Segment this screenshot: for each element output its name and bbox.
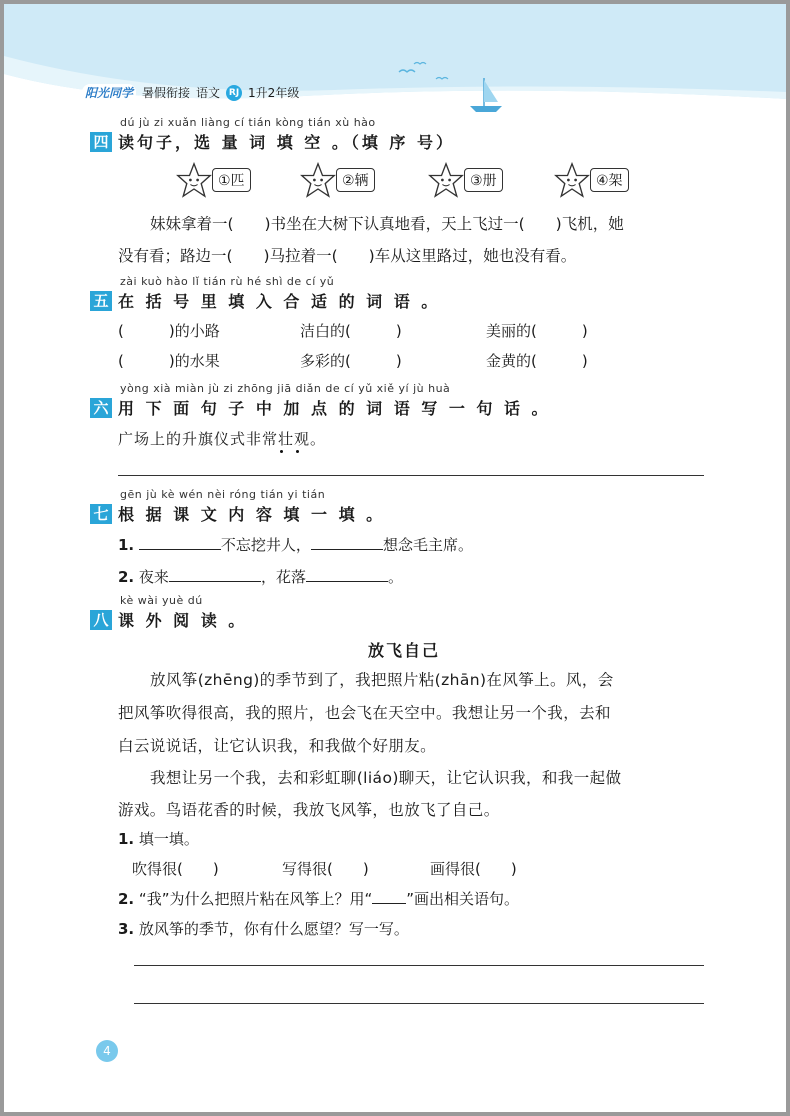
- s4-title: 读句子，选 量 词 填 空 。（填 序 号）: [118, 133, 455, 152]
- s6-sentence: 广场上的升旗仪式非常壮观。: [118, 430, 327, 448]
- s6-number: 六: [90, 398, 112, 418]
- s4-line-2: 没有看；路边一( )马拉着一( )车从这里路过，她也没有看。: [118, 247, 577, 265]
- q-text: ”画出相关语句。: [406, 890, 520, 908]
- q-text: “我”为什么把照片粘在风筝上？用“: [138, 890, 373, 908]
- s5-heading: [90, 289, 440, 312]
- option-box: ①匹: [212, 168, 251, 192]
- workbook-page: [4, 4, 786, 1112]
- story-p1-line-3: 白云说说话，让它认识我，和我做个好朋友。: [118, 737, 437, 755]
- s8-question-1: [118, 828, 199, 849]
- star-face-icon: [428, 162, 464, 198]
- underline-sample: [372, 889, 406, 904]
- q-text: 填一填。: [138, 830, 199, 848]
- s7-heading: [90, 502, 385, 525]
- s7-title: 根 据 课 文 内 容 填 一 填 。: [118, 505, 386, 524]
- q-text: 夜来: [138, 568, 169, 586]
- s8-question-2: [118, 888, 519, 909]
- emphasis-dot: [280, 450, 283, 453]
- s7-pinyin: gēn jù kè wén nèi róng tián yi tián: [120, 488, 326, 501]
- grade: 1升2年级: [248, 86, 300, 100]
- fill-item: 写得很( ): [282, 860, 369, 878]
- option-2: [300, 162, 375, 198]
- q-number: 2.: [118, 890, 135, 908]
- s8-number: 八: [90, 610, 112, 630]
- subject: 语文: [196, 86, 221, 100]
- q-text: 不忘挖井人，: [220, 536, 311, 554]
- s6-title: 用 下 面 句 子 中 加 点 的 词 语 写 一 句 话 。: [118, 399, 551, 418]
- fill-blank[interactable]: [306, 567, 388, 582]
- answer-line: [134, 965, 704, 966]
- s5-pinyin: zài kuò hào lǐ tián rù hé shì de cí yǔ: [120, 275, 335, 288]
- s4-pinyin: dú jù zi xuǎn liàng cí tián kòng tián xù hào: [120, 116, 376, 129]
- option-box: ③册: [464, 168, 503, 192]
- star-face-icon: [176, 162, 212, 198]
- word-blank: 洁白的( ): [300, 322, 402, 340]
- brand-logo: 阳光同学: [82, 84, 136, 101]
- s4-line-1: 妹妹拿着一( )书坐在大树下认真地看，天上飞过一( )飞机，她: [150, 215, 624, 233]
- answer-line: [118, 475, 704, 476]
- s4-number: 四: [90, 132, 112, 152]
- star-face-icon: [300, 162, 336, 198]
- fill-blank[interactable]: [311, 535, 383, 550]
- word-blank: 多彩的( ): [300, 352, 402, 370]
- story-p1-line-2: 把风筝吹得很高，我的照片，也会飞在天空中。我想让另一个我，去和: [118, 704, 611, 722]
- word-blank: ( )的水果: [118, 352, 220, 370]
- q-text: 。: [387, 568, 403, 586]
- q-number: 2.: [118, 568, 135, 586]
- q-number: 3.: [118, 920, 135, 938]
- option-box: ④架: [590, 168, 629, 192]
- word-blank: ( )的小路: [118, 322, 220, 340]
- option-1: [176, 162, 251, 198]
- s4-heading: [90, 130, 455, 153]
- s6-heading: [90, 396, 551, 419]
- star-face-icon: [554, 162, 590, 198]
- word-blank: 美丽的( ): [486, 322, 588, 340]
- s5-title: 在 括 号 里 填 入 合 适 的 词 语 。: [118, 292, 441, 311]
- edition-badge: RJ: [226, 85, 242, 101]
- s7-question-1: [118, 534, 473, 555]
- fill-item: 画得很( ): [430, 860, 517, 878]
- q-text: 放风筝的季节，你有什么愿望？写一写。: [138, 920, 409, 938]
- fill-blank[interactable]: [169, 567, 261, 582]
- q-number: 1.: [118, 830, 135, 848]
- story-p1-line-1: 放风筝(zhēng)的季节到了，我把照片粘(zhān)在风筝上。风，会: [150, 671, 614, 689]
- q-number: 1.: [118, 536, 135, 554]
- s5-number: 五: [90, 291, 112, 311]
- q-text: ，花落: [260, 568, 306, 586]
- s8-title: 课 外 阅 读 。: [118, 611, 248, 630]
- s7-number: 七: [90, 504, 112, 524]
- s6-pinyin: yòng xià miàn jù zi zhōng jiā diǎn de cí yǔ xiě yí jù huà: [120, 382, 451, 395]
- story-title: 放飞自己: [367, 641, 440, 660]
- s8-heading: [90, 608, 247, 631]
- option-3: [428, 162, 503, 198]
- answer-line: [134, 1003, 704, 1004]
- s7-question-2: [118, 566, 403, 587]
- emphasis-dot: [296, 450, 299, 453]
- q-text: 想念毛主席。: [382, 536, 473, 554]
- book-header: [82, 84, 299, 101]
- word-blank: 金黄的( ): [486, 352, 588, 370]
- story-p2-line-1: 我想让另一个我，去和彩虹聊(liáo)聊天，让它认识我，和我一起做: [150, 769, 622, 787]
- fill-blank[interactable]: [139, 535, 221, 550]
- page-number: 4: [96, 1040, 118, 1062]
- option-4: [554, 162, 629, 198]
- s8-pinyin: kè wài yuè dú: [120, 594, 203, 607]
- book-name: 暑假衔接: [142, 86, 191, 100]
- option-box: ②辆: [336, 168, 375, 192]
- story-p2-line-2: 游戏。鸟语花香的时候，我放飞风筝，也放飞了自己。: [118, 801, 500, 819]
- s8-question-3: [118, 918, 409, 939]
- fill-item: 吹得很( ): [132, 860, 219, 878]
